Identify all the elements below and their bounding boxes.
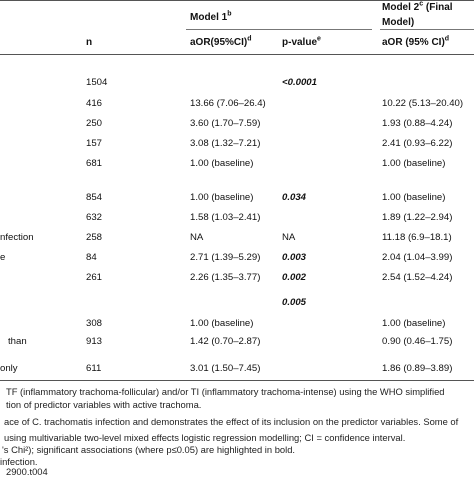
row-aor2: 1.00 (baseline) — [382, 318, 446, 329]
table-bottom-rule — [0, 380, 474, 381]
row-aor1: 1.00 (baseline) — [190, 158, 254, 169]
row-aor1: 3.08 (1.32–7.21) — [190, 138, 261, 149]
row-n: 854 — [86, 192, 103, 203]
row-n: 261 — [86, 272, 103, 283]
row-pvalue: 0.002 — [282, 272, 307, 283]
row-n: 416 — [86, 98, 103, 109]
row-label: nfection — [0, 232, 34, 243]
table-top-rule — [0, 0, 474, 1]
model1-header: Model 1$^b$ — [190, 10, 232, 23]
col-aor-m2-header: aOR (95% CI)$^d$ — [382, 35, 450, 48]
footnote-line: tion of predictor variables with active trachoma. — [6, 399, 202, 410]
footnote-line: infection. — [0, 456, 38, 467]
footnote-line: using multivariable two-level mixed effects logistic regression modelling; CI = confidence interval. — [4, 432, 406, 443]
row-n: 632 — [86, 212, 103, 223]
row-pvalue: <0.0001 — [282, 77, 317, 88]
footnote-line: 2900.t004 — [6, 466, 48, 477]
row-label: than — [8, 336, 27, 347]
model2-header-line2: Model) — [382, 17, 415, 28]
row-aor2: 11.18 (6.9–18.1) — [382, 232, 452, 243]
row-aor1: 3.01 (1.50–7.45) — [190, 363, 261, 374]
header-bottom-rule — [0, 54, 474, 55]
footnote-line: 's Chi²); significant associations (where p≤0.05) are highlighted in bold. — [2, 444, 296, 455]
row-n: 1504 — [86, 77, 108, 88]
row-aor2: 1.93 (0.88–4.24) — [382, 118, 453, 129]
row-aor2: 0.90 (0.46–1.75) — [382, 336, 453, 347]
row-n: 258 — [86, 232, 103, 243]
row-n: 157 — [86, 138, 103, 149]
footnote-line: TF (inflammatory trachoma-follicular) and/or TI (inflammatory trachoma-intense) using the WHO simplified — [6, 386, 445, 397]
row-aor2: 2.54 (1.52–4.24) — [382, 272, 453, 283]
row-aor1: 1.42 (0.70–2.87) — [190, 336, 261, 347]
row-aor1: 13.66 (7.06–26.4) — [190, 98, 266, 109]
row-aor1: 2.26 (1.35–3.77) — [190, 272, 261, 283]
row-aor2: 10.22 (5.13–20.40) — [382, 98, 464, 109]
row-aor1: 2.71 (1.39–5.29) — [190, 252, 261, 263]
col-n-header: n — [86, 37, 93, 48]
row-aor2: 2.04 (1.04–3.99) — [382, 252, 453, 263]
col-pvalue-header: p-value$^e$ — [282, 35, 321, 48]
row-aor2: 1.00 (baseline) — [382, 192, 446, 203]
row-pvalue: 0.005 — [282, 297, 307, 308]
model2-header: Model 2$^c$ (Final — [382, 0, 453, 13]
row-aor2: 1.89 (1.22–2.94) — [382, 212, 453, 223]
row-n: 84 — [86, 252, 97, 263]
row-n: 308 — [86, 318, 103, 329]
row-n: 250 — [86, 118, 103, 129]
model1-span-rule — [186, 29, 372, 30]
row-pvalue: NA — [282, 232, 296, 243]
row-label: e — [0, 252, 6, 263]
footnote-line: ace of C. trachomatis infection and demonstrates the effect of its inclusion on the predictor variables. Some of — [4, 416, 459, 427]
row-n: 611 — [86, 363, 102, 374]
row-pvalue: 0.034 — [282, 192, 307, 203]
row-aor2: 1.00 (baseline) — [382, 158, 446, 169]
row-aor1: 1.00 (baseline) — [190, 318, 254, 329]
row-n: 681 — [86, 158, 103, 169]
row-aor1: 1.58 (1.03–2.41) — [190, 212, 261, 223]
col-aor-m1-header: $aOR(95\%CI)^d$ — [190, 35, 252, 48]
row-aor2: 2.41 (0.93–6.22) — [382, 138, 453, 149]
row-aor2: 1.86 (0.89–3.89) — [382, 363, 453, 374]
model2-span-rule — [380, 29, 474, 30]
row-aor1: 1.00 (baseline) — [190, 192, 254, 203]
row-n: 913 — [86, 336, 103, 347]
row-aor1: 3.60 (1.70–7.59) — [190, 118, 261, 129]
row-label: only — [0, 363, 18, 374]
row-pvalue: 0.003 — [282, 252, 307, 263]
row-aor1: NA — [190, 232, 204, 243]
